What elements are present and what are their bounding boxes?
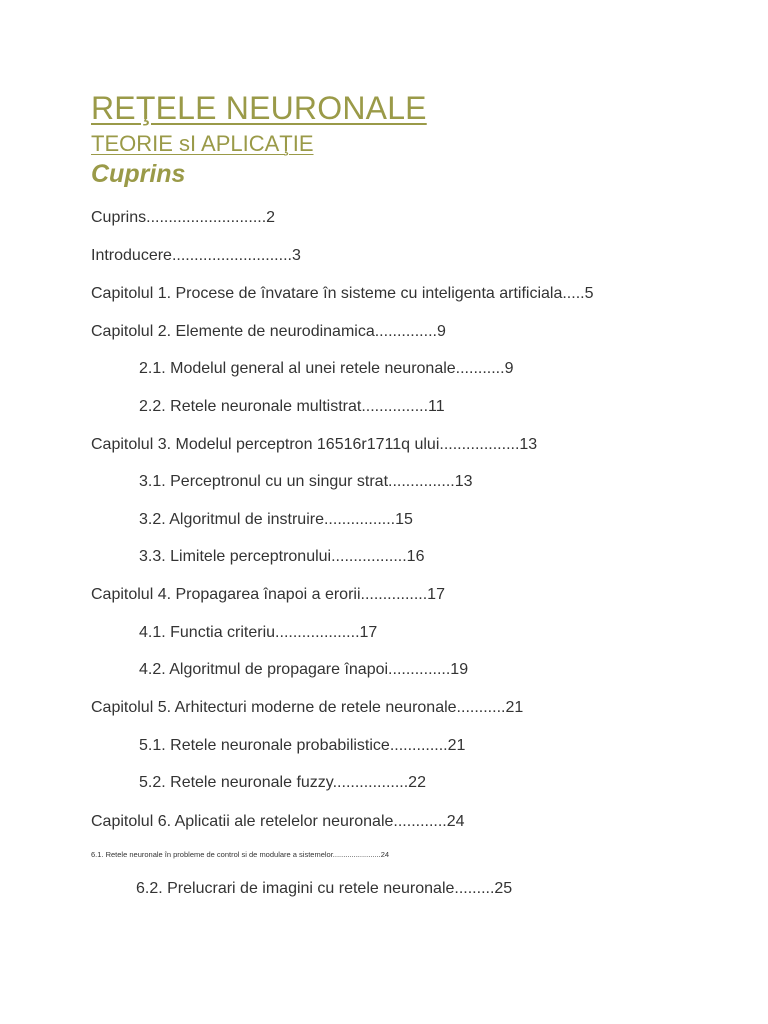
toc-entry-chapter-5: Capitolul 5. Arhitecturi moderne de retele neuronale...........21 (91, 699, 524, 716)
toc-entry-section-5-1: 5.1. Retele neuronale probabilistice.............21 (139, 737, 466, 754)
toc-entry-chapter-6: Capitolul 6. Aplicatii ale retelelor neuronale............24 (91, 813, 465, 830)
toc-entry-section-3-1: 3.1. Perceptronul cu un singur strat...............13 (139, 473, 473, 490)
toc-entry-chapter-4: Capitolul 4. Propagarea înapoi a erorii...............17 (91, 586, 445, 603)
toc-heading: Cuprins (91, 160, 186, 188)
toc-entry-section-6-2: 6.2. Prelucrari de imagini cu retele neuronale.........25 (136, 880, 513, 897)
toc-entry-section-4-2: 4.2. Algoritmul de propagare înapoi..............19 (139, 661, 469, 678)
toc-entry-introducere: Introducere...........................3 (91, 247, 301, 264)
toc-entry-chapter-3: Capitolul 3. Modelul perceptron 16516r1711q ului..................13 (91, 436, 538, 453)
toc-entry-section-5-2: 5.2. Retele neuronale fuzzy.................22 (139, 774, 426, 791)
toc-entry-section-4-1: 4.1. Functia criteriu...................17 (139, 624, 378, 641)
toc-entry-section-6-1: 6.1. Retele neuronale în probleme de control si de modulare a sistemelor.......................24 (91, 850, 390, 859)
toc-entry-section-3-2: 3.2. Algoritmul de instruire................15 (139, 511, 413, 528)
document-title: REŢELE NEURONALE (91, 90, 427, 126)
toc-entry-section-2-1: 2.1. Modelul general al unei retele neuronale...........9 (139, 360, 514, 377)
toc-entry-section-2-2: 2.2. Retele neuronale multistrat...............11 (139, 398, 445, 415)
toc-entry-chapter-1: Capitolul 1. Procese de învatare în sisteme cu inteligenta artificiala.....5 (91, 285, 594, 302)
document-subtitle: TEORIE sI APLICAŢIE (91, 131, 314, 156)
toc-entry-section-3-3: 3.3. Limitele perceptronului.................16 (139, 548, 425, 565)
toc-entry-cuprins: Cuprins...........................2 (91, 209, 276, 226)
toc-entry-chapter-2: Capitolul 2. Elemente de neurodinamica..............9 (91, 323, 446, 340)
